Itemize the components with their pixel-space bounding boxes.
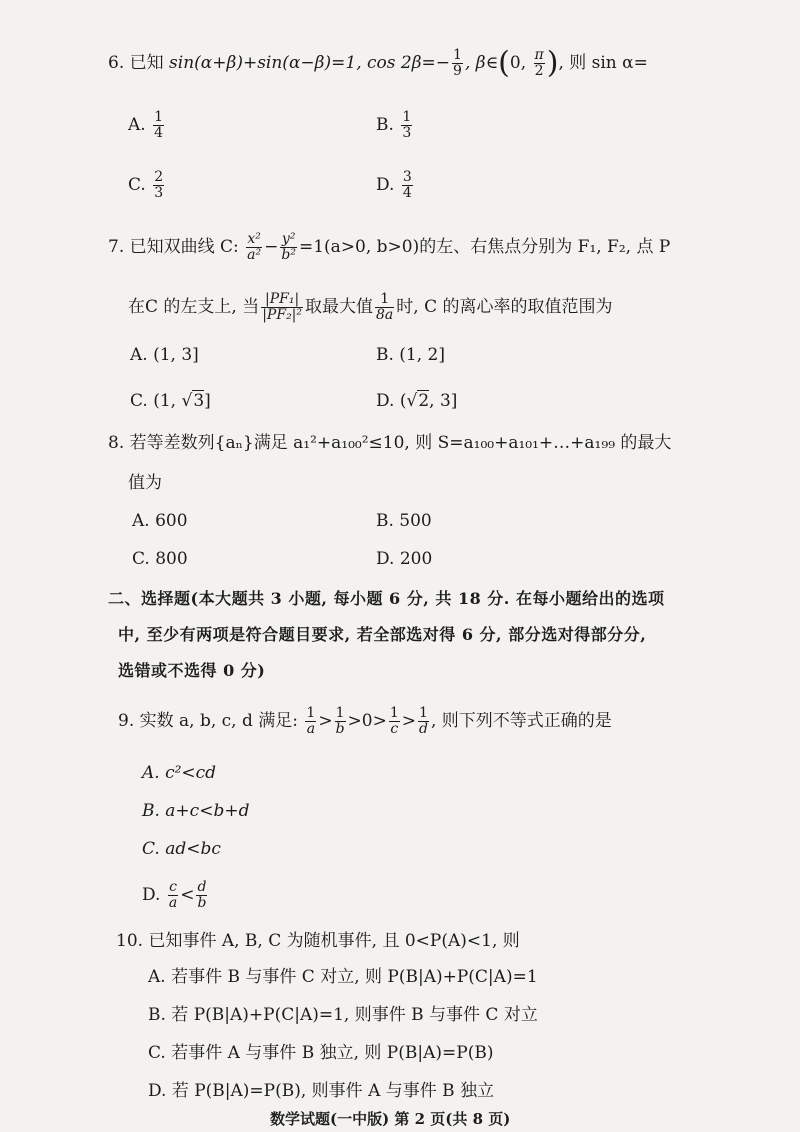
q9-frac-d [418, 706, 429, 737]
q6-option-b-num: 1 [402, 109, 412, 125]
section2-line2: 中, 至少有两项是符合题目要求, 若全部选对得 6 分, 部分选对得部分分, [118, 625, 647, 644]
q7-line2-text-a: 在C 的左支上, 当 [128, 297, 260, 317]
q9-gt-1: > [318, 711, 333, 731]
q6-interval-open: ( [498, 45, 510, 81]
q9-frac-b-num: 1 [335, 705, 345, 721]
q9-frac-a-num: 1 [306, 705, 316, 721]
q7-line2-text-c: 时, C 的离心率的取值范围为 [396, 297, 613, 317]
q6-frac1-num: 1 [453, 47, 462, 63]
q7-option-a: A. (1, 3] [130, 345, 199, 365]
q7-stem-line2 [128, 292, 613, 323]
q10-option-c: C. 若事件 A 与事件 B 独立, 则 P(B|A)=P(B) [148, 1043, 494, 1063]
q9-frac-c [389, 706, 400, 737]
q7-line2-text-b: 取最大值 [305, 297, 374, 317]
q10-option-b: B. 若 P(B|A)+P(C|A)=1, 则事件 B 与事件 C 对立 [148, 1005, 538, 1025]
q6-option-d-num: 3 [402, 169, 412, 185]
q6-option-a [128, 110, 166, 141]
q6-frac2-den: 2 [534, 63, 544, 79]
q7-pf-num: |PF₁| [261, 292, 303, 308]
q9-frac-c-num: 1 [389, 705, 399, 721]
q7-hx-num: x² [247, 231, 261, 247]
q7-hyperbola-y-term [280, 232, 297, 263]
q9-frac-d-den: d [419, 721, 428, 737]
q9-option-d-frac1 [168, 880, 178, 911]
q7-max-den: 8a [376, 307, 394, 323]
q10-option-a: A. 若事件 B 与事件 C 对立, 则 P(B|A)+P(C|A)=1 [148, 967, 538, 987]
q6-option-d-label: D. [376, 175, 400, 195]
q9-frac-a [305, 706, 316, 737]
q8-stem-line2: 值为 [128, 473, 162, 493]
q7-option-b: B. (1, 2] [376, 345, 446, 365]
q9-option-b: B. a+c<b+d [142, 801, 250, 821]
q6-option-d [376, 170, 415, 201]
q7-option-d [376, 390, 457, 412]
q6-option-d-den: 4 [402, 185, 412, 201]
q9-option-a: A. c²<cd [142, 763, 217, 783]
q6-option-a-num: 1 [154, 109, 164, 125]
q10-option-d: D. 若 P(B|A)=P(B), 则事件 A 与事件 B 独立 [148, 1081, 495, 1101]
q6-stem-text-c: , 则 sin α= [558, 53, 648, 73]
q9-option-d-frac1-den: a [168, 895, 178, 911]
section2-line1: 二、选择题(本大题共 3 小题, 每小题 6 分, 共 18 分. 在每小题给出的选项 [108, 589, 665, 608]
q6-fraction-1 [452, 48, 463, 79]
q7-hy-den: b² [281, 247, 296, 263]
q6-option-b-den: 3 [402, 125, 412, 141]
q9-gt-2: >0> [347, 711, 387, 731]
q6-stem-text-b: , β∈ [464, 53, 499, 73]
q8-option-d: D. 200 [376, 549, 433, 569]
q9-option-d-frac2 [196, 880, 207, 911]
q7-max-num: 1 [375, 292, 394, 308]
q6-stem [108, 45, 648, 81]
section2-line3: 选错或不选得 0 分) [118, 661, 266, 680]
q6-frac1-den: 9 [453, 63, 462, 79]
q6-stem-text-a: sin(α+β)+sin(α−β)=1, cos 2β=− [169, 53, 451, 73]
q6-interval-start: 0, [509, 53, 532, 73]
q7-option-d-post: , 3] [429, 391, 458, 411]
q6-option-c-num: 2 [154, 169, 164, 185]
q9-frac-b-den: b [335, 721, 345, 737]
q9-stem [118, 706, 612, 737]
q9-option-c: C. ad<bc [142, 839, 221, 859]
q8-option-a: A. 600 [132, 511, 188, 531]
q9-frac-a-den: a [306, 721, 316, 737]
q9-stem-suffix: , 则下列不等式正确的是 [431, 711, 612, 731]
q9-option-d-frac1-num: c [169, 879, 177, 895]
q7-stem-line1 [108, 232, 670, 263]
q10-stem: 10. 已知事件 A, B, C 为随机事件, 且 0<P(A)<1, 则 [116, 931, 520, 951]
q6-option-c-den: 3 [154, 185, 164, 201]
q9-frac-b [335, 706, 346, 737]
q9-option-d-lt: < [180, 885, 195, 905]
q6-option-c [128, 170, 166, 201]
q7-hx-den: a² [247, 247, 262, 263]
q9-option-d [142, 880, 209, 911]
q6-option-c-fraction [153, 170, 164, 201]
q7-pf-den: |PF₂|² [262, 307, 303, 323]
q7-option-c-post: ] [204, 391, 211, 411]
q7-pf-ratio [261, 292, 303, 323]
q7-minus: − [264, 237, 279, 257]
q7-option-d-pre: D. ( [376, 391, 407, 411]
q9-frac-d-num: 1 [419, 705, 428, 721]
q8-stem-line1: 8. 若等差数列{aₙ}满足 a₁²+a₁₀₀²≤10, 则 S=a₁₀₀+a₁₀₁+…+a₁₉₉ 的最大 [108, 433, 672, 453]
q7-max-value [375, 292, 394, 323]
q6-option-a-den: 4 [154, 125, 164, 141]
q7-option-c-pre: C. (1, [130, 391, 182, 411]
q6-option-a-fraction [153, 110, 164, 141]
q9-option-d-label: D. [142, 885, 166, 905]
q6-option-c-label: C. [128, 175, 152, 195]
q9-number: 9. 实数 a, b, c, d 满足: [118, 711, 304, 731]
q6-option-b [376, 110, 414, 141]
q7-option-c-sqrt-sign: √ [181, 391, 193, 411]
q6-option-d-fraction [402, 170, 413, 201]
q6-fraction-2 [534, 48, 545, 79]
q8-option-b: B. 500 [376, 511, 432, 531]
q7-option-c-sqrt-arg: 3 [193, 391, 205, 411]
q6-option-a-label: A. [128, 115, 152, 135]
q9-option-d-frac2-num: d [197, 879, 207, 895]
page-footer: 数学试题(一中版) 第 2 页(共 8 页) [270, 1110, 511, 1128]
q7-number: 7. 已知双曲线 C: [108, 237, 245, 257]
q7-stem-text-a: =1(a>0, b>0)的左、右焦点分别为 F₁, F₂, 点 P [298, 237, 671, 257]
q6-interval-close: ) [546, 45, 559, 81]
q7-option-d-sqrt-arg: 2 [418, 391, 430, 411]
q7-hy-num: y² [281, 231, 296, 247]
q7-option-d-sqrt-sign: √ [406, 391, 418, 411]
q7-option-c [130, 390, 211, 412]
q9-frac-c-den: c [390, 721, 399, 737]
q8-option-c: C. 800 [132, 549, 188, 569]
q9-option-d-frac2-den: b [197, 895, 207, 911]
q7-hyperbola-x-term [246, 232, 262, 263]
q6-frac2-num: π [534, 47, 544, 63]
q6-number: 6. 已知 [108, 53, 170, 73]
q9-gt-3: > [401, 711, 417, 731]
q6-option-b-fraction [401, 110, 412, 141]
q6-option-b-label: B. [376, 115, 400, 135]
